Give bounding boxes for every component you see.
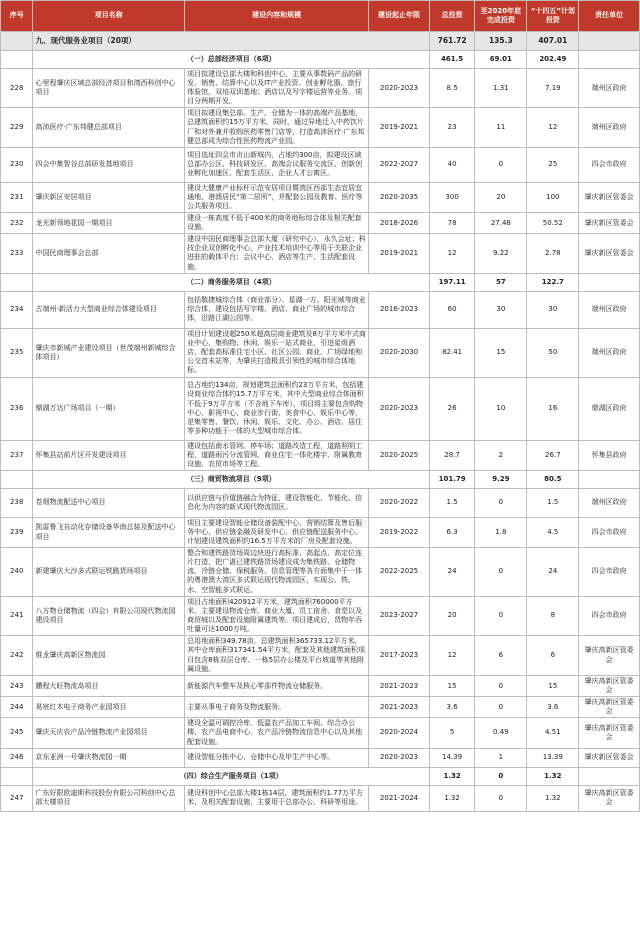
row-seq: 229	[1, 108, 33, 147]
row-period: 2023-2027	[369, 596, 430, 635]
row-content: 建设全温可调控冷库、低温农产品加工车间、综合办公楼、农产品电商中心、农产品冷链物流信息中心以及其他配套设施。	[185, 718, 369, 748]
row-unit: 四会市政府	[579, 596, 640, 635]
row-total: 12	[429, 636, 474, 676]
section-total: 761.72	[429, 32, 474, 51]
row-seq: 228	[1, 69, 33, 108]
row-period: 2020-2024	[369, 718, 430, 748]
subsection-unit	[579, 767, 640, 785]
row-period: 2021-2023	[369, 697, 430, 718]
row-plan: 24	[527, 548, 579, 596]
table-row	[1, 108, 640, 147]
subsection-total: 101.79	[429, 470, 474, 488]
row-plan: 25	[527, 147, 579, 182]
subsection-done: 9.29	[475, 470, 527, 488]
row-total: 24	[429, 548, 474, 596]
row-period: 2020-2023	[369, 748, 430, 767]
table-row	[1, 234, 640, 273]
header-name: 项目名称	[33, 1, 185, 32]
row-content: 项目主要建设智能仓储设备装配中心、营销结算及售后服务中心，供应链金融及研发中心、供应链配送服务中心。计划建设建筑面积约16.5万平方米的厂房及配套设施。	[185, 517, 369, 547]
table-row	[1, 488, 640, 517]
row-total: 82.41	[429, 328, 474, 377]
row-total: 78	[429, 213, 474, 234]
row-plan: 13.39	[527, 748, 579, 767]
subsection-plan: 202.49	[527, 51, 579, 69]
subsection-seq	[1, 51, 33, 69]
row-content: 项目占地面积420912平方米，建筑面积760000平方米，主要建设物流仓库、商业大厦、员工宿舍、食堂以及商贸城以及配套设施附属建筑等。项目建成后，货物年吞吐量可达1000万吨。	[185, 596, 369, 635]
row-unit: 肇庆高新区管委会	[579, 697, 640, 718]
row-name: 广东好限欧迪斯科技股份有限公司科创中心总部大楼项目	[33, 785, 185, 811]
row-total: 1.32	[429, 785, 474, 811]
row-unit: 肇庆高新区管委会	[579, 636, 640, 676]
row-period: 2018-2026	[369, 213, 430, 234]
row-name: 维龙肇庆高新区物流园	[33, 636, 185, 676]
row-content: 总用地面积349.78亩，总建筑面积365733.12平方米，其中仓库面积317341.54平方米，配套及其他建筑面积项目包含8栋双层仓库、一栋5层办公楼及平台坡道等其他附属设施。	[185, 636, 369, 676]
table-row	[1, 440, 640, 470]
row-total: 5	[429, 718, 474, 748]
row-content: 建设大健康产业标杆示范安居项目暨湾区西部生态宜居宜通地、港澳居民“第二居所”，并配套公园及教育、医疗等公共服务项目。	[185, 182, 369, 212]
row-content: 新能源汽车整车及核心零部件物流仓储服务。	[185, 676, 369, 697]
table-row	[1, 182, 640, 212]
row-period: 2020-2030	[369, 328, 430, 377]
table-row	[1, 748, 640, 767]
row-done: 27.48	[475, 213, 527, 234]
row-done: 10	[475, 377, 527, 440]
row-unit: 端州区政府	[579, 108, 640, 147]
row-content: 包括敬捷城综合体（商业部分）、星湖一方、阳光城等商业综合体，建设包括写字楼、酒店、商业广场的城市综合体，沿路江湖公园等。	[185, 291, 369, 328]
row-seq: 238	[1, 488, 33, 517]
table-row	[1, 697, 640, 718]
row-done: 1.31	[475, 69, 527, 108]
row-seq: 230	[1, 147, 33, 182]
section-done: 135.3	[475, 32, 527, 51]
row-done: 1.8	[475, 517, 527, 547]
section-unit	[579, 32, 640, 51]
row-total: 20	[429, 596, 474, 635]
row-plan: 8	[527, 596, 579, 635]
subsection-unit	[579, 51, 640, 69]
row-name: 肇庆新区安居项目	[33, 182, 185, 212]
table-row	[1, 328, 640, 377]
row-seq: 245	[1, 718, 33, 748]
row-name: 肇庆市新城产业建设项目（世茂端州新城综合体项目）	[33, 328, 185, 377]
row-total: 26	[429, 377, 474, 440]
table-row	[1, 548, 640, 596]
row-name: 古端州·新活力大型商业综合体建设项目	[33, 291, 185, 328]
row-unit: 端州区政府	[579, 328, 640, 377]
row-done: 15	[475, 328, 527, 377]
row-done: 0	[475, 147, 527, 182]
subsection-row	[1, 767, 640, 785]
subsection-row	[1, 273, 640, 291]
subsection-seq	[1, 470, 33, 488]
row-done: 11	[475, 108, 527, 147]
row-plan: 2.78	[527, 234, 579, 273]
row-period: 2016-2023	[369, 291, 430, 328]
row-name: 怀集县站前片区开发建设项目	[33, 440, 185, 470]
row-total: 12	[429, 234, 474, 273]
row-content: 建设智能分拣中心、仓储中心及甲生产中心等。	[185, 748, 369, 767]
row-name: 高沛医疗·广东邦健总部项目	[33, 108, 185, 147]
row-done: 9.22	[475, 234, 527, 273]
row-unit: 肇庆高新区管委会	[579, 785, 640, 811]
row-plan: 50	[527, 328, 579, 377]
table-body	[1, 32, 640, 812]
row-seq: 243	[1, 676, 33, 697]
subsection-label: （二）商务服务项目（4项）	[33, 273, 429, 291]
row-plan: 3.6	[527, 697, 579, 718]
row-content: 项目计划建设超250米超高层商业建筑及8万平方米中式商业中心，集购物、休闲、娱乐一站式商业，引进星级酒店，配套高标准住宅小区、社区公园、商业、广场绿地和公交首末站等，为肇庆打造极具引领性的城市综合体地标。	[185, 328, 369, 377]
row-total: 28.7	[429, 440, 474, 470]
subsection-done: 0	[475, 767, 527, 785]
row-unit: 端州区政府	[579, 291, 640, 328]
header-total: 总投资	[429, 1, 474, 32]
row-period: 2021-2023	[369, 676, 430, 697]
row-name: 鹏程大旺物流岛项目	[33, 676, 185, 697]
row-total: 23	[429, 108, 474, 147]
row-plan: 26.7	[527, 440, 579, 470]
row-unit: 端州区政府	[579, 488, 640, 517]
header-done-2020: 至2020年底完成投资	[475, 1, 527, 32]
row-name: 鼎湖万达广场项目（一期）	[33, 377, 185, 440]
subsection-row	[1, 470, 640, 488]
header-content: 建设内容和规模	[185, 1, 369, 32]
row-done: 0	[475, 676, 527, 697]
table-row	[1, 69, 640, 108]
section-seq	[1, 32, 33, 51]
row-content: 建设中国民商理事会总部大厦（研究中心），永久会址；科技企业双创孵化中心，产业技术培训中心等用于关联企业进驻的载体平台；会议中心、酒店等生产、生活配套设施。	[185, 234, 369, 273]
row-total: 6.3	[429, 517, 474, 547]
subsection-done: 69.01	[475, 51, 527, 69]
row-plan: 4.5	[527, 517, 579, 547]
row-plan: 30	[527, 291, 579, 328]
row-done: 0	[475, 596, 527, 635]
row-period: 2019-2021	[369, 108, 430, 147]
row-plan: 16	[527, 377, 579, 440]
table-row	[1, 718, 640, 748]
row-name: 中国民商理事会总部	[33, 234, 185, 273]
row-unit: 肇庆新区管委会	[579, 213, 640, 234]
section-plan: 407.01	[527, 32, 579, 51]
row-seq: 233	[1, 234, 33, 273]
row-plan: 7.19	[527, 69, 579, 108]
row-content: 建设一栋高度不低于400米的商务地标综合体及相关配套设施。	[185, 213, 369, 234]
row-total: 15	[429, 676, 474, 697]
table-row	[1, 213, 640, 234]
header-seq: 序号	[1, 1, 33, 32]
row-name: 八方物仓储物流（四会）有限公司现代物流园建设项目	[33, 596, 185, 635]
row-unit: 四会市政府	[579, 548, 640, 596]
row-period: 2020-2022	[369, 488, 430, 517]
row-content: 整合和建铁路货场周边块进行高标准、高起点、高定位连片打造，把广湛已建铁路货场建设成为集铁路、仓储物流、冷链仓储、保税服务、信息管理等各方面集中于一体的粤港澳大湾区多式联运现代物流园区，实现公、铁、水、空智能多式联运。	[185, 548, 369, 596]
row-name: 易宸红木电子商务产业园项目	[33, 697, 185, 718]
row-unit: 肇庆新区管委会	[579, 234, 640, 273]
table-row	[1, 147, 640, 182]
row-name: 心里程肇庆区域总部经济项目和湾西科创中心项目	[33, 69, 185, 108]
header-unit: 责任单位	[579, 1, 640, 32]
row-unit: 肇庆高新区管委会	[579, 676, 640, 697]
row-seq: 235	[1, 328, 33, 377]
row-period: 2017-2023	[369, 636, 430, 676]
row-total: 1.5	[429, 488, 474, 517]
subsection-row	[1, 51, 640, 69]
subsection-total: 1.32	[429, 767, 474, 785]
row-content: 以供应链与价值链融合为特征，建设智能化、节能化、信息化为内容的新式现代物流园区。	[185, 488, 369, 517]
row-plan: 100	[527, 182, 579, 212]
row-content: 总占地约134亩，规划建筑总面积约23万平方米，包括建设商业综合体约15.7万平方米，其中大型商业综合体面积不低于9万平方米（不含地下车库），项目将主要包含购物中心、影视中心、商业步行街、美食中心、娱乐中心等，是集零售、餐饮、休闲、娱乐、文化、办公、酒店、居住等多种功能于一体的大型城市综合体。	[185, 377, 369, 440]
table-row	[1, 377, 640, 440]
section-row	[1, 32, 640, 51]
subsection-plan: 1.32	[527, 767, 579, 785]
row-seq: 242	[1, 636, 33, 676]
subsection-total: 197.11	[429, 273, 474, 291]
row-period: 2022-2027	[369, 147, 430, 182]
row-plan: 6	[527, 636, 579, 676]
row-done: 0.49	[475, 718, 527, 748]
row-total: 60	[429, 291, 474, 328]
row-plan: 1.32	[527, 785, 579, 811]
row-name: 四会中集智谷总部研发基地项目	[33, 147, 185, 182]
row-done: 20	[475, 182, 527, 212]
row-seq: 241	[1, 596, 33, 635]
row-period: 2021-2024	[369, 785, 430, 811]
row-unit: 肇庆高新区管委会	[579, 718, 640, 748]
subsection-label: （三）商贸物流项目（9项）	[33, 470, 429, 488]
row-plan: 50.52	[527, 213, 579, 234]
row-seq: 231	[1, 182, 33, 212]
row-name: 京东亚洲一号肇庆物流园一期	[33, 748, 185, 767]
row-plan: 4.51	[527, 718, 579, 748]
row-unit: 四会市政府	[579, 517, 640, 547]
table-row	[1, 676, 640, 697]
subsection-plan: 122.7	[527, 273, 579, 291]
row-done: 0	[475, 488, 527, 517]
row-content: 主要从事电子商务及物流服务。	[185, 697, 369, 718]
row-seq: 240	[1, 548, 33, 596]
row-unit: 怀集县政府	[579, 440, 640, 470]
table-row	[1, 636, 640, 676]
row-seq: 247	[1, 785, 33, 811]
row-name: 肇庆天庆农产品冷链物流产业园项目	[33, 718, 185, 748]
row-content: 项目拟建设总部大楼和科创中心，主要从事数码产品的研发、销售、结算中心以及IT产业投资、创业孵化器、旅行体验馆、双培双训基地；酒店以及写字楼运营等业务。项目分两期开发。	[185, 69, 369, 108]
row-period: 2020-2035	[369, 182, 430, 212]
row-done: 1	[475, 748, 527, 767]
subsection-plan: 80.5	[527, 470, 579, 488]
row-content: 项目拟建设集总部、生产、仓储为一体的高端产品基地，总建筑面积约15万平方米。同时，通过异地迁入中药饮片厂和对外兼并收购医药零售门店等，打造高沛医疗·广东邦健总部成为综合性医药物流产业园。	[185, 108, 369, 147]
row-done: 6	[475, 636, 527, 676]
subsection-label: （四）综合生产服务项目（1项）	[33, 767, 429, 785]
row-unit: 端州区政府	[579, 69, 640, 108]
row-unit: 四会市政府	[579, 147, 640, 182]
row-plan: 12	[527, 108, 579, 147]
row-plan: 15	[527, 676, 579, 697]
row-seq: 244	[1, 697, 33, 718]
subsection-unit	[579, 273, 640, 291]
subsection-seq	[1, 273, 33, 291]
row-period: 2019-2021	[369, 234, 430, 273]
row-seq: 232	[1, 213, 33, 234]
row-done: 0	[475, 548, 527, 596]
table-row	[1, 291, 640, 328]
row-done: 2	[475, 440, 527, 470]
row-unit: 肇庆新区管委会	[579, 182, 640, 212]
row-name: 龙光新领地花园一期项目	[33, 213, 185, 234]
row-seq: 237	[1, 440, 33, 470]
row-period: 2019-2022	[369, 517, 430, 547]
row-name: 凯雷鲁飞自动化存储设备华南总装及配送中心项目	[33, 517, 185, 547]
row-total: 14.39	[429, 748, 474, 767]
row-content: 建设科创中心总部大楼1栋14层，建筑面积约1.77万平方米，及相关配套设施，主要用于总部办公、科研等用途。	[185, 785, 369, 811]
row-period: 2020-2025	[369, 440, 430, 470]
row-done: 0	[475, 697, 527, 718]
row-unit: 鼎湖区政府	[579, 377, 640, 440]
row-unit: 肇庆新区管委会	[579, 748, 640, 767]
section-label: 九、现代服务业项目（20项）	[33, 32, 429, 51]
row-seq: 236	[1, 377, 33, 440]
row-total: 8.5	[429, 69, 474, 108]
row-name: 卷烟物流配送中心项目	[33, 488, 185, 517]
subsection-done: 57	[475, 273, 527, 291]
row-period: 2020-2023	[369, 377, 430, 440]
row-period: 2022-2025	[369, 548, 430, 596]
row-total: 300	[429, 182, 474, 212]
table-row	[1, 517, 640, 547]
row-total: 40	[429, 147, 474, 182]
subsection-total: 461.5	[429, 51, 474, 69]
row-content: 项目选址四会市贞山新城内，占地约300亩，拟建设区域总部办公区、科技研发区、高端会议服务交流区、创新创业孵化加速区、配套生活区、企业人才公寓区。	[185, 147, 369, 182]
row-done: 30	[475, 291, 527, 328]
row-name: 新建肇庆大沙多式联运铁路货场项目	[33, 548, 185, 596]
row-content: 建设包括南水管网、停车场；道路改造工程，道路照明工程，道路雨污分流管网、商业住宅一体化楼宇、附属教育设施、农贸市场等工程。	[185, 440, 369, 470]
row-seq: 234	[1, 291, 33, 328]
table-row	[1, 596, 640, 635]
row-period: 2020-2023	[369, 69, 430, 108]
row-done: 0	[475, 785, 527, 811]
row-seq: 239	[1, 517, 33, 547]
subsection-unit	[579, 470, 640, 488]
row-seq: 246	[1, 748, 33, 767]
table-row	[1, 785, 640, 811]
row-plan: 1.5	[527, 488, 579, 517]
row-total: 3.6	[429, 697, 474, 718]
header-period: 建设起止年限	[369, 1, 430, 32]
header-row	[1, 1, 640, 32]
subsection-seq	[1, 767, 33, 785]
subsection-label: （一）总部经济项目（6项）	[33, 51, 429, 69]
header-plan-145: “十四五”计划投资	[527, 1, 579, 32]
